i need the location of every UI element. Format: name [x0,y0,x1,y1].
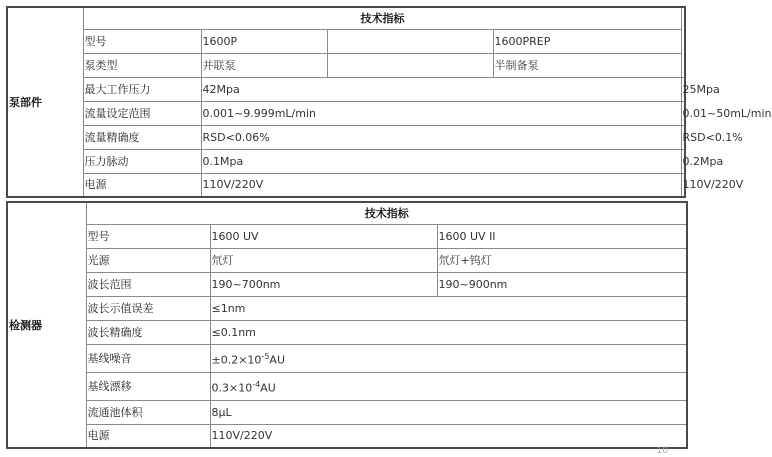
table-row [7,296,687,320]
cell-value [210,344,687,372]
pump-spec-table [6,6,772,198]
table-row [7,372,687,400]
table-row [7,53,685,77]
row-label: 压力脉动 [83,149,201,173]
detector-header: 技术指标 [86,202,687,224]
row-label: 泵类型 [83,53,201,77]
cell-value: RSD<0.1% [681,125,685,149]
cell-value: 8μL [210,400,687,424]
pump-section-label: 泵部件 [7,7,83,197]
row-label: 光源 [86,248,210,272]
row-label: 波长范围 [86,272,210,296]
detector-spec-table [6,201,688,449]
value-unit: AU [269,353,285,367]
table-row [7,248,687,272]
cell-value: 1600P [201,29,327,53]
corner-mark: 10 [656,446,668,456]
row-label: 基线噪音 [86,344,210,372]
row-label: 流量设定范围 [83,101,201,125]
table-row [7,224,687,248]
cell-value: 110V/220V [201,173,681,197]
row-label: 型号 [86,224,210,248]
cell-value: 0.001~9.999mL/min [201,101,681,125]
table-row [7,344,687,372]
detector-section-label: 检测器 [7,202,86,448]
cell-value: 110V/220V [210,424,687,448]
row-label: 基线漂移 [86,372,210,400]
table-row [7,320,687,344]
table-row [7,125,685,149]
cell-value: ≤1nm [210,296,687,320]
cell-value: 氘灯+钨灯 [437,248,687,272]
cell-value: 半制备泵 [493,53,681,77]
row-label: 波长精确度 [86,320,210,344]
value-exponent: -4 [252,379,261,389]
cell-value [327,29,493,53]
value-exponent: -5 [261,351,270,361]
cell-value [210,372,687,400]
cell-value: 190~900nm [437,272,687,296]
table-row [7,77,685,101]
cell-value: 0.01~50mL/min [681,101,685,125]
cell-value: 1600 UV II [437,224,687,248]
cell-value: 氘灯 [210,248,437,272]
table-row [7,173,685,197]
value-unit: AU [260,381,276,395]
row-label: 型号 [83,29,201,53]
row-label: 流通池体积 [86,400,210,424]
row-label: 流量精确度 [83,125,201,149]
cell-value: 110V/220V [681,173,685,197]
row-label: 电源 [86,424,210,448]
cell-value: 并联泵 [201,53,327,77]
cell-value: 0.2Mpa [681,149,685,173]
value-base: ±0.2×10 [211,353,262,367]
table-row [7,101,685,125]
table-row [7,424,687,448]
cell-value: 0.1Mpa [201,149,681,173]
table-row [7,400,687,424]
pump-header: 技术指标 [83,7,681,29]
row-label: 电源 [83,173,201,197]
cell-value: 190~700nm [210,272,437,296]
cell-value: 1600PREP [493,29,681,53]
table-row [7,149,685,173]
row-label: 最大工作压力 [83,77,201,101]
cell-value: RSD<0.06% [201,125,681,149]
cell-value [327,53,493,77]
table-row [7,29,685,53]
table-row [7,272,687,296]
cell-value: 1600 UV [210,224,437,248]
cell-value: 25Mpa [681,77,685,101]
cell-value: ≤0.1nm [210,320,687,344]
cell-value: 42Mpa [201,77,681,101]
row-label: 波长示值误差 [86,296,210,320]
value-base: 0.3×10 [211,381,253,395]
